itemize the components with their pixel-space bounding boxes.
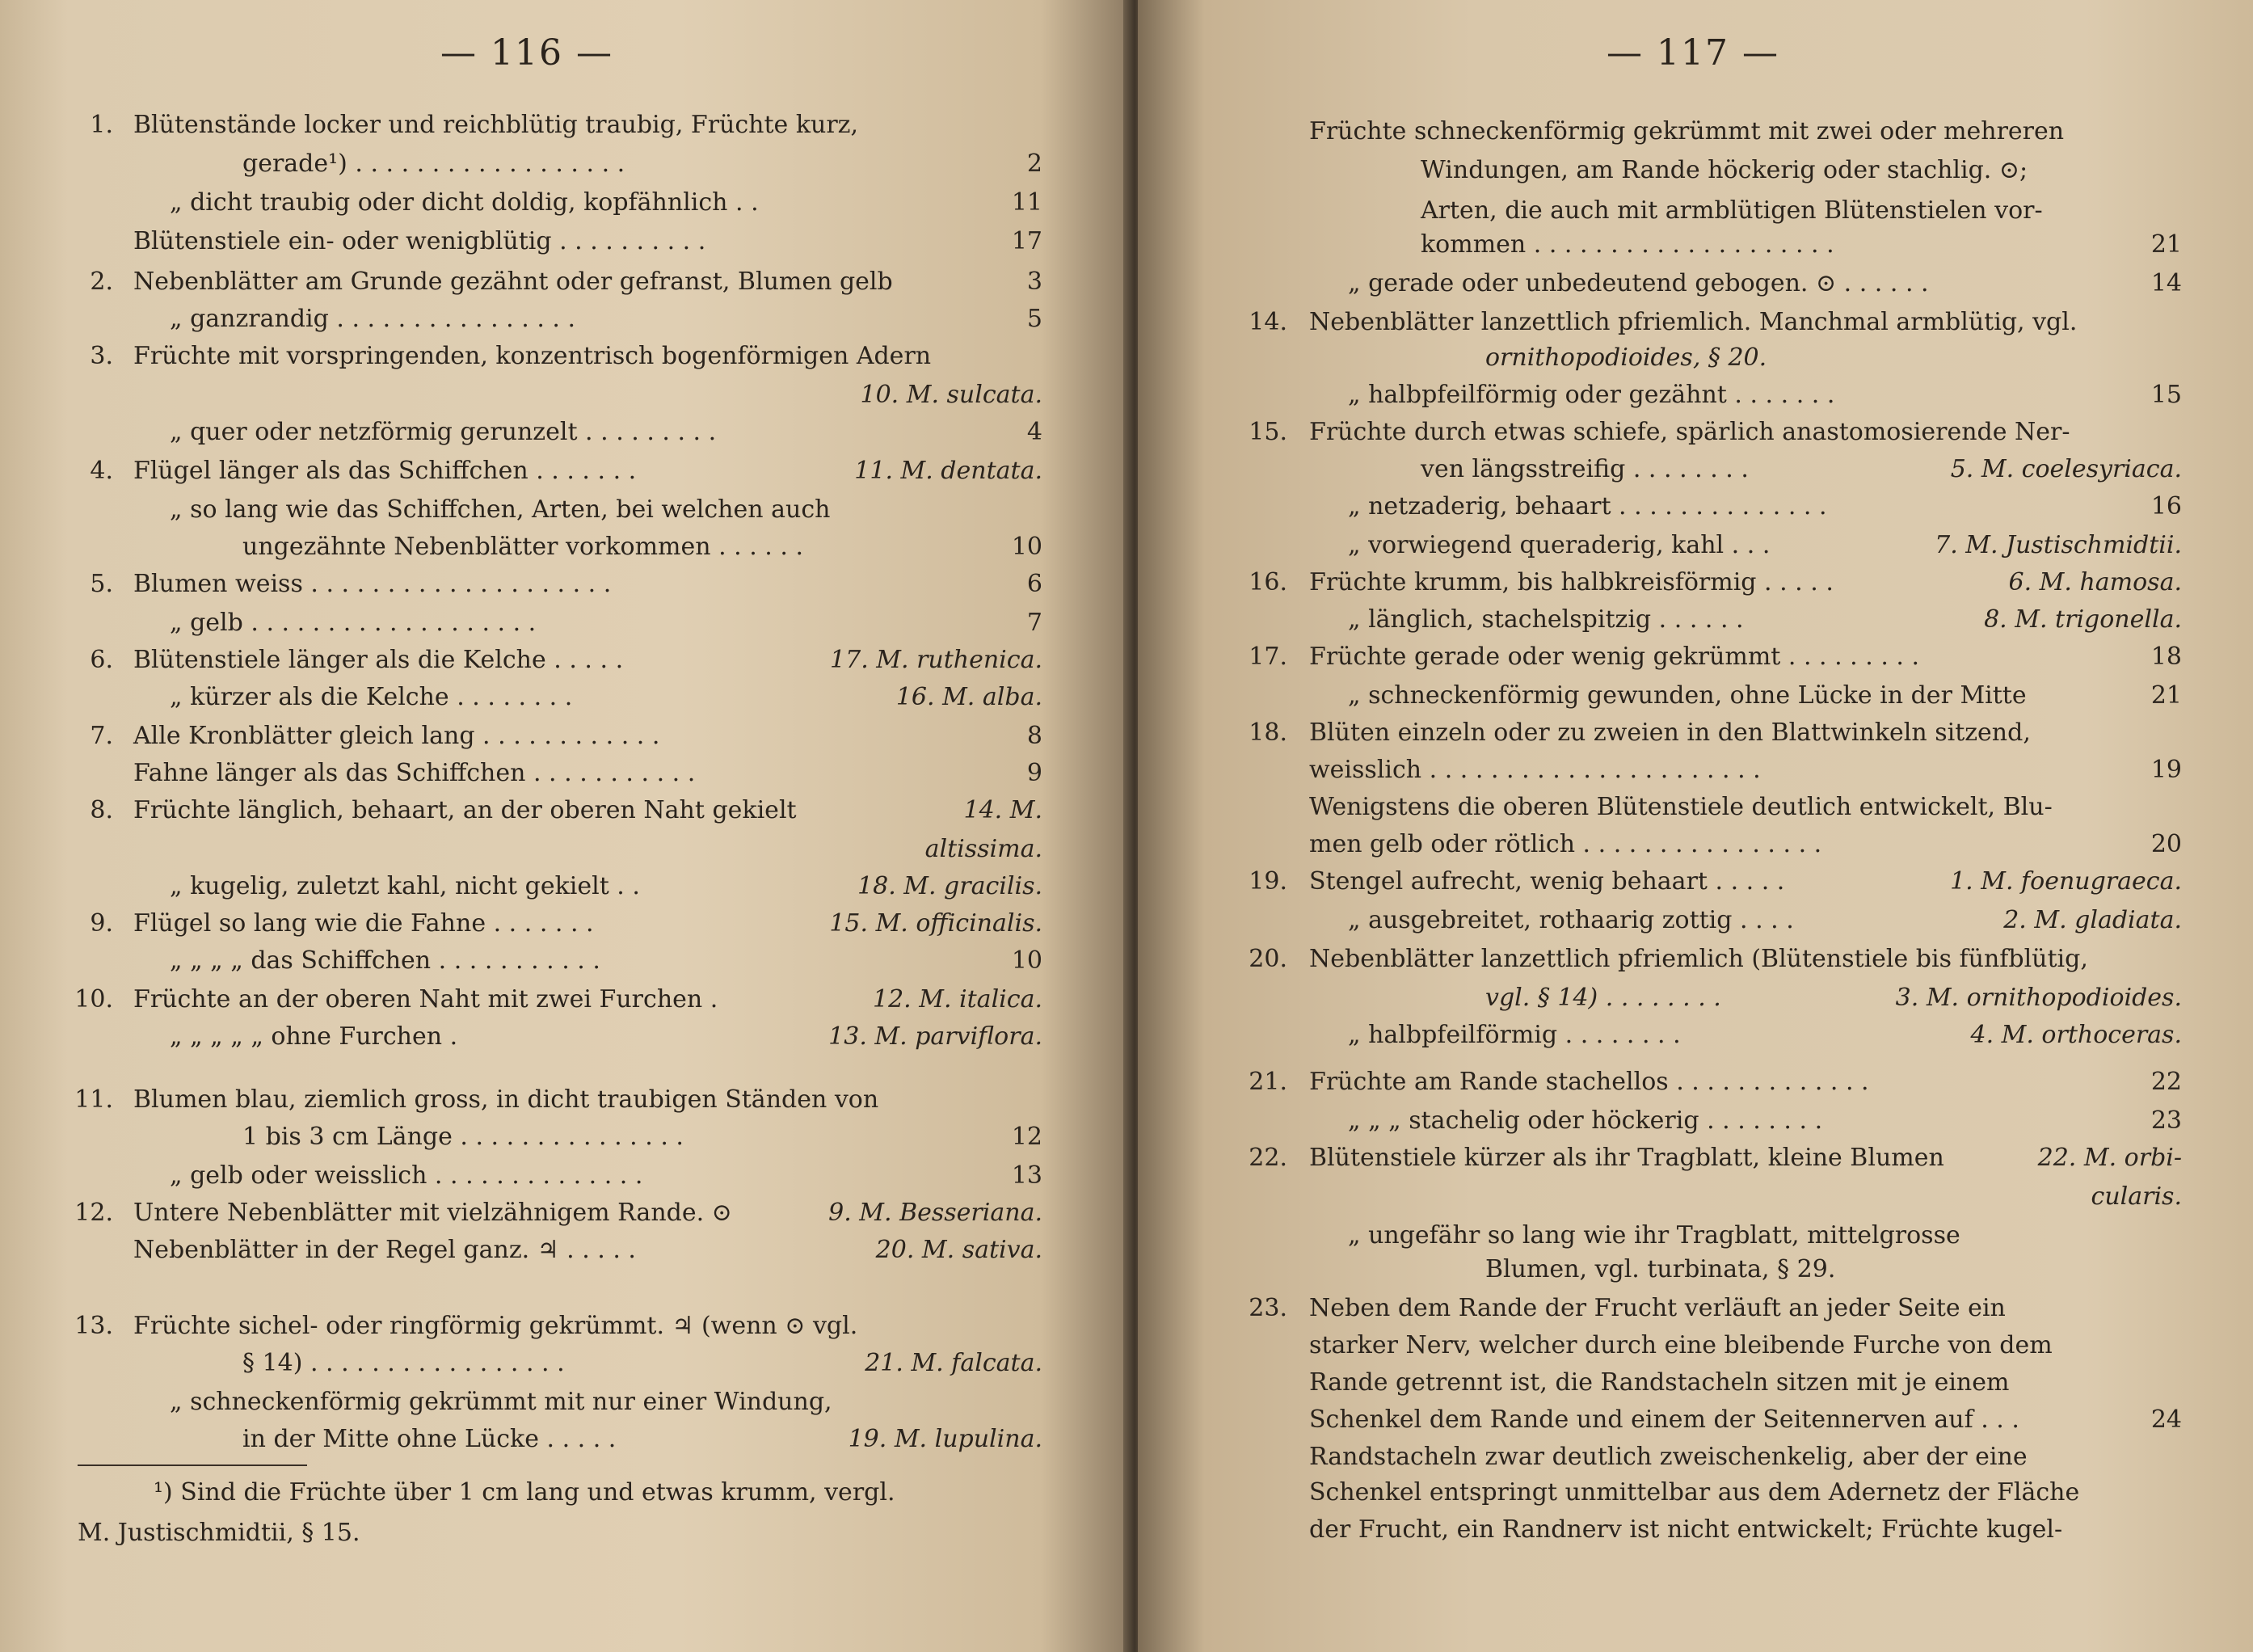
key-text: Schenkel dem Rande und einem der Seitennerven auf . . . xyxy=(1309,1405,2019,1434)
footnote-line: ¹) Sind die Früchte über 1 cm lang und etwas krumm, vergl. xyxy=(154,1478,895,1507)
lead-number: 9 xyxy=(1026,759,1042,787)
key-text: Früchte am Rande stachellos . . . . . . . . . . . . . xyxy=(1309,1068,1869,1096)
entry-number: 9. xyxy=(90,909,113,938)
entry-number: 14. xyxy=(1249,308,1287,336)
key-text: Untere Nebenblätter mit vielzähnigem Rande. ⊙ xyxy=(133,1199,732,1227)
lead-number: 2 xyxy=(1026,150,1042,178)
species-name: 22. M. orbi- xyxy=(2037,1144,2182,1172)
key-text: Arten, die auch mit armblütigen Blütenstielen vor- xyxy=(1421,196,2043,225)
key-text: § 14) . . . . . . . . . . . . . . . . . xyxy=(242,1349,565,1377)
key-text: „ kugelig, zuletzt kahl, nicht gekielt . . xyxy=(170,872,640,900)
key-text: kommen . . . . . . . . . . . . . . . . . . . . xyxy=(1421,230,1834,259)
right-page xyxy=(1138,0,2253,1652)
entry-number: 23. xyxy=(1249,1294,1287,1322)
footnote-rule xyxy=(78,1464,307,1466)
species-name: 7. M. Justischmidtii. xyxy=(1935,531,2182,559)
key-text: „ quer oder netzförmig gerunzelt . . . . . . . . . xyxy=(170,418,717,446)
species-name: 11. M. dentata. xyxy=(854,457,1042,485)
entry-number: 18. xyxy=(1249,719,1287,747)
entry-number: 8. xyxy=(90,796,113,824)
key-text: Blütenstände locker und reichblütig traubig, Früchte kurz, xyxy=(133,111,859,139)
key-text: „ „ „ „ das Schiffchen . . . . . . . . . . . xyxy=(170,946,600,975)
key-text: „ gelb . . . . . . . . . . . . . . . . . . . xyxy=(170,609,537,637)
species-name: cularis. xyxy=(2091,1182,2182,1211)
key-text: „ schneckenförmig gewunden, ohne Lücke in der Mitte xyxy=(1348,681,2027,710)
key-text: „ ausgebreitet, rothaarig zottig . . . . xyxy=(1348,906,1794,934)
lead-number: 15 xyxy=(2150,381,2182,409)
key-text: Flügel so lang wie die Fahne . . . . . . . xyxy=(133,909,594,938)
species-name: 14. M. xyxy=(963,796,1042,824)
key-text: ven längsstreifig . . . . . . . . xyxy=(1421,455,1749,483)
lead-number: 5 xyxy=(1026,305,1042,333)
key-text: Stengel aufrecht, wenig behaart . . . . . xyxy=(1309,867,1785,896)
lead-number: 12 xyxy=(1011,1123,1042,1151)
lead-number: 10 xyxy=(1011,946,1042,975)
key-text: Früchte durch etwas schiefe, spärlich anastomosierende Ner- xyxy=(1309,418,2070,446)
entry-number: 2. xyxy=(90,268,113,296)
lead-number: 20 xyxy=(2150,830,2182,858)
key-text: der Frucht, ein Randnerv ist nicht entwickelt; Früchte kugel- xyxy=(1309,1515,2063,1544)
entry-number: 7. xyxy=(90,722,113,750)
key-text: starker Nerv, welcher durch eine bleibende Furche von dem xyxy=(1309,1331,2053,1359)
key-text: Neben dem Rande der Frucht verläuft an jeder Seite ein xyxy=(1309,1294,2006,1322)
lead-number: 4 xyxy=(1026,418,1042,446)
entry-number: 19. xyxy=(1249,867,1287,896)
lead-number: 21 xyxy=(2150,230,2182,259)
lead-number: 13 xyxy=(1011,1161,1042,1190)
species-name: 16. M. alba. xyxy=(895,683,1042,711)
entry-number: 22. xyxy=(1249,1144,1287,1172)
key-text: „ ungefähr so lang wie ihr Tragblatt, mittelgrosse xyxy=(1348,1221,1960,1250)
species-name: 5. M. coelesyriaca. xyxy=(1950,455,2182,483)
key-text: Blumen weiss . . . . . . . . . . . . . . . . . . . . xyxy=(133,570,612,598)
key-text: Früchte an der oberen Naht mit zwei Furchen . xyxy=(133,985,718,1014)
key-text: „ gelb oder weisslich . . . . . . . . . . . . . . xyxy=(170,1161,643,1190)
entry-number: 1. xyxy=(90,111,113,139)
species-name: 20. M. sativa. xyxy=(875,1236,1042,1264)
key-text: „ „ „ „ „ ohne Furchen . xyxy=(170,1022,458,1051)
lead-number: 6 xyxy=(1026,570,1042,598)
key-text: „ länglich, stachelspitzig . . . . . . xyxy=(1348,605,1744,634)
key-text: ungezähnte Nebenblätter vorkommen . . . . . . xyxy=(242,533,803,561)
key-text: „ schneckenförmig gekrümmt mit nur einer Windung, xyxy=(170,1388,832,1416)
key-text: in der Mitte ohne Lücke . . . . . xyxy=(242,1425,617,1453)
key-text: Nebenblätter in der Regel ganz. ♃ . . . . . xyxy=(133,1236,636,1264)
entry-number: 13. xyxy=(74,1312,113,1340)
key-text: Blüten einzeln oder zu zweien in den Blattwinkeln sitzend, xyxy=(1309,719,2031,747)
key-text: Schenkel entspringt unmittelbar aus dem Adernetz der Fläche xyxy=(1309,1478,2080,1507)
entry-number: 20. xyxy=(1249,945,1287,973)
species-name: altissima. xyxy=(924,835,1042,863)
key-text: „ dicht traubig oder dicht doldig, kopfähnlich . . xyxy=(170,188,759,217)
key-text: Früchte länglich, behaart, an der oberen Naht gekielt xyxy=(133,796,797,824)
key-text: „ ganzrandig . . . . . . . . . . . . . . . . xyxy=(170,305,576,333)
entry-number: 5. xyxy=(90,570,113,598)
key-text: Nebenblätter am Grunde gezähnt oder gefranst, Blumen gelb xyxy=(133,268,893,296)
key-text: Früchte krumm, bis halbkreisförmig . . . . . xyxy=(1309,568,1834,596)
key-text: „ halbpfeilförmig oder gezähnt . . . . . . . xyxy=(1348,381,1835,409)
species-name: 15. M. officinalis. xyxy=(829,909,1042,938)
entry-number: 15. xyxy=(1249,418,1287,446)
key-text: Blütenstiele länger als die Kelche . . . . . xyxy=(133,646,624,674)
lead-number: 14 xyxy=(2150,269,2182,297)
key-text: vgl. § 14) . . . . . . . . xyxy=(1485,984,1721,1012)
entry-number: 17. xyxy=(1249,643,1287,671)
key-text: „ gerade oder unbedeutend gebogen. ⊙ . . . . . . xyxy=(1348,269,1929,297)
species-name: 10. M. sulcata. xyxy=(860,381,1042,409)
species-name: 21. M. falcata. xyxy=(865,1349,1042,1377)
entry-number: 3. xyxy=(90,342,113,370)
entry-number: 6. xyxy=(90,646,113,674)
entry-number: 21. xyxy=(1249,1068,1287,1096)
lead-number: 18 xyxy=(2150,643,2182,671)
key-text: Rande getrennt ist, die Randstacheln sitzen mit je einem xyxy=(1309,1368,2010,1397)
species-name: 4. M. orthoceras. xyxy=(1970,1021,2182,1049)
species-name: 3. M. ornithopodioides. xyxy=(1895,984,2182,1012)
key-text: Alle Kronblätter gleich lang . . . . . . . . . . . . xyxy=(133,722,660,750)
key-text: Randstacheln zwar deutlich zweischenkelig, aber der eine xyxy=(1309,1443,2028,1471)
key-text: Früchte mit vorspringenden, konzentrisch bogenförmigen Adern xyxy=(133,342,932,370)
species-name: 1. M. foenugraeca. xyxy=(1950,867,2182,896)
key-text: Blütenstiele kürzer als ihr Tragblatt, kleine Blumen xyxy=(1309,1144,1944,1172)
key-text: Windungen, am Rande höckerig oder stachlig. ⊙; xyxy=(1421,156,2028,184)
species-name: 12. M. italica. xyxy=(873,985,1042,1014)
key-text: gerade¹) . . . . . . . . . . . . . . . . . . xyxy=(242,150,625,178)
entry-number: 10. xyxy=(74,985,113,1014)
key-text: Wenigstens die oberen Blütenstiele deutlich entwickelt, Blu- xyxy=(1309,793,2053,821)
key-text: Nebenblätter lanzettlich pfriemlich (Blütenstiele bis fünfblütig, xyxy=(1309,945,2088,973)
lead-number: 17 xyxy=(1011,227,1042,255)
entry-number: 16. xyxy=(1249,568,1287,596)
entry-number: 4. xyxy=(90,457,113,485)
lead-number: 22 xyxy=(2150,1068,2182,1096)
key-text: „ halbpfeilförmig . . . . . . . . xyxy=(1348,1021,1681,1049)
species-name: 13. M. parviflora. xyxy=(828,1022,1042,1051)
species-name: 8. M. trigonella. xyxy=(1984,605,2182,634)
species-name: 18. M. gracilis. xyxy=(857,872,1042,900)
species-name: 6. M. hamosa. xyxy=(2008,568,2182,596)
key-text: „ vorwiegend queraderig, kahl . . . xyxy=(1348,531,1771,559)
key-text: „ so lang wie das Schiffchen, Arten, bei welchen auch xyxy=(170,495,831,524)
lead-number: 16 xyxy=(2150,492,2182,520)
key-text: Früchte sichel- oder ringförmig gekrümmt. ♃ (wenn ⊙ vgl. xyxy=(133,1312,858,1340)
lead-number: 10 xyxy=(1011,533,1042,561)
species-name: 17. M. ruthenica. xyxy=(830,646,1042,674)
key-text: „ netzaderig, behaart . . . . . . . . . . . . . . xyxy=(1348,492,1827,520)
key-text: Fahne länger als das Schiffchen . . . . . . . . . . . xyxy=(133,759,696,787)
key-text: ornithopodioides, § 20. xyxy=(1485,343,1767,372)
lead-number: 11 xyxy=(1011,188,1042,217)
key-text: „ kürzer als die Kelche . . . . . . . . xyxy=(170,683,573,711)
page-number: — 117 — xyxy=(1607,32,1779,74)
key-text: Flügel länger als das Schiffchen . . . . . . . xyxy=(133,457,637,485)
footnote-line: M. Justischmidtii, § 15. xyxy=(78,1519,360,1547)
lead-number: 3 xyxy=(1026,268,1042,296)
lead-number: 24 xyxy=(2150,1405,2182,1434)
lead-number: 8 xyxy=(1026,722,1042,750)
key-text: weisslich . . . . . . . . . . . . . . . . . . . . . . xyxy=(1309,756,1761,784)
species-name: 19. M. lupulina. xyxy=(848,1425,1042,1453)
entry-number: 12. xyxy=(74,1199,113,1227)
key-text: Blumen, vgl. turbinata, § 29. xyxy=(1485,1255,1836,1283)
lead-number: 21 xyxy=(2150,681,2182,710)
key-text: Nebenblätter lanzettlich pfriemlich. Manchmal armblütig, vgl. xyxy=(1309,308,2078,336)
lead-number: 23 xyxy=(2150,1106,2182,1135)
lead-number: 7 xyxy=(1026,609,1042,637)
key-text: Früchte schneckenförmig gekrümmt mit zwei oder mehreren xyxy=(1309,117,2065,145)
key-text: men gelb oder rötlich . . . . . . . . . . . . . . . . xyxy=(1309,830,1822,858)
page-number: — 116 — xyxy=(440,32,613,74)
key-text: Blumen blau, ziemlich gross, in dicht traubigen Ständen von xyxy=(133,1085,879,1114)
entry-number: 11. xyxy=(74,1085,113,1114)
species-name: 9. M. Besseriana. xyxy=(828,1199,1042,1227)
key-text: „ „ „ stachelig oder höckerig . . . . . . . . xyxy=(1348,1106,1823,1135)
key-text: 1 bis 3 cm Länge . . . . . . . . . . . . . . . xyxy=(242,1123,684,1151)
lead-number: 19 xyxy=(2150,756,2182,784)
key-text: Früchte gerade oder wenig gekrümmt . . . . . . . . . xyxy=(1309,643,1920,671)
key-text: Blütenstiele ein- oder wenigblütig . . . . . . . . . . xyxy=(133,227,706,255)
species-name: 2. M. gladiata. xyxy=(2003,906,2182,934)
